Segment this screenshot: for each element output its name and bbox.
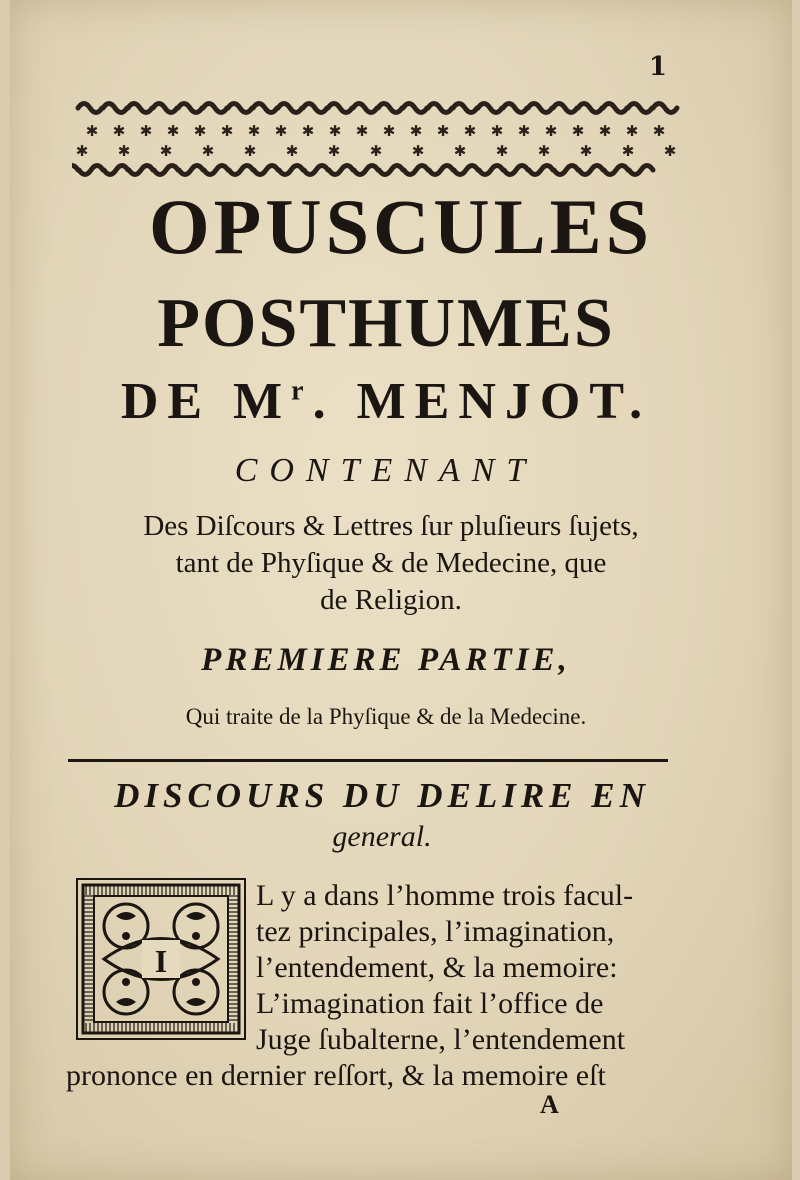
svg-text:✱: ✱: [193, 122, 207, 140]
svg-text:✱: ✱: [495, 142, 509, 160]
page-number: 1: [648, 52, 667, 82]
title-line-3-sup: r: [291, 375, 313, 407]
title-line-3-pre: DE M: [120, 373, 292, 430]
svg-text:✱: ✱: [621, 142, 635, 160]
svg-text:✱: ✱: [159, 142, 173, 160]
svg-text:✱: ✱: [490, 122, 504, 140]
description-line: Des Diſcours & Lettres ſur pluſieurs ſujets,: [143, 510, 639, 542]
svg-text:✱: ✱: [75, 142, 89, 160]
body-line: Juge ſubalterne, l’entendement: [256, 1023, 626, 1056]
svg-text:✱: ✱: [201, 142, 215, 160]
description: [50, 508, 732, 619]
subtitle: CONTENANT: [234, 452, 538, 489]
svg-text:✱: ✱: [327, 142, 341, 160]
part-heading: PREMIERE PARTIE,: [201, 642, 571, 678]
svg-text:✱: ✱: [166, 122, 180, 140]
svg-text:✱: ✱: [544, 122, 558, 140]
title-line-3: [10, 372, 762, 431]
body-line: tez principales, l’imagination,: [256, 915, 615, 948]
svg-text:✱: ✱: [355, 122, 369, 140]
svg-text:✱: ✱: [139, 122, 153, 140]
svg-text:✱: ✱: [247, 122, 261, 140]
svg-text:✱: ✱: [285, 142, 299, 160]
title-line-3-post: . MENJOT.: [312, 373, 652, 430]
body-line: L y a dans l’homme trois facul-: [256, 879, 634, 912]
svg-text:✱: ✱: [85, 122, 99, 140]
svg-text:✱: ✱: [463, 122, 477, 140]
svg-text:✱: ✱: [411, 142, 425, 160]
drop-cap-ornament: [76, 878, 246, 1040]
svg-text:✱: ✱: [571, 122, 585, 140]
svg-text:✱: ✱: [117, 142, 131, 160]
svg-text:✱: ✱: [220, 122, 234, 140]
svg-text:✱: ✱: [517, 122, 531, 140]
book-page: [10, 0, 792, 1180]
part-description: Qui traite de la Phyſique & de la Medecine.: [185, 704, 587, 729]
svg-text:✱: ✱: [301, 122, 315, 140]
printer-ornament-band: [72, 96, 682, 178]
body-line: prononce en dernier reſſort, & la memoire eſt: [66, 1059, 606, 1092]
svg-text:✱: ✱: [274, 122, 288, 140]
body-line: L’imagination fait l’office de: [256, 987, 604, 1020]
svg-text:✱: ✱: [579, 142, 593, 160]
discourse-title-2: general.: [332, 820, 432, 853]
svg-text:✱: ✱: [453, 142, 467, 160]
svg-text:✱: ✱: [598, 122, 612, 140]
body-line: l’entendement, & la memoire:: [256, 951, 618, 984]
svg-text:✱: ✱: [369, 142, 383, 160]
svg-text:✱: ✱: [409, 122, 423, 140]
description-line: de Religion.: [320, 584, 462, 616]
description-line: tant de Phyſique & de Medecine, que: [175, 547, 607, 579]
svg-text:✱: ✱: [112, 122, 126, 140]
svg-text:✱: ✱: [243, 142, 257, 160]
svg-text:✱: ✱: [652, 122, 666, 140]
svg-text:✱: ✱: [382, 122, 396, 140]
divider-rule: [68, 759, 668, 762]
title-line-2: POSTHUMES: [157, 285, 615, 362]
svg-text:✱: ✱: [663, 142, 677, 160]
drop-cap-letter: I: [154, 943, 168, 979]
catchword: A: [540, 1090, 559, 1119]
title-line-1: OPUSCULES: [148, 183, 654, 270]
svg-text:✱: ✱: [328, 122, 342, 140]
svg-text:✱: ✱: [625, 122, 639, 140]
svg-text:✱: ✱: [537, 142, 551, 160]
discourse-title: DISCOURS DU DELIRE EN: [114, 776, 650, 815]
svg-text:✱: ✱: [436, 122, 450, 140]
